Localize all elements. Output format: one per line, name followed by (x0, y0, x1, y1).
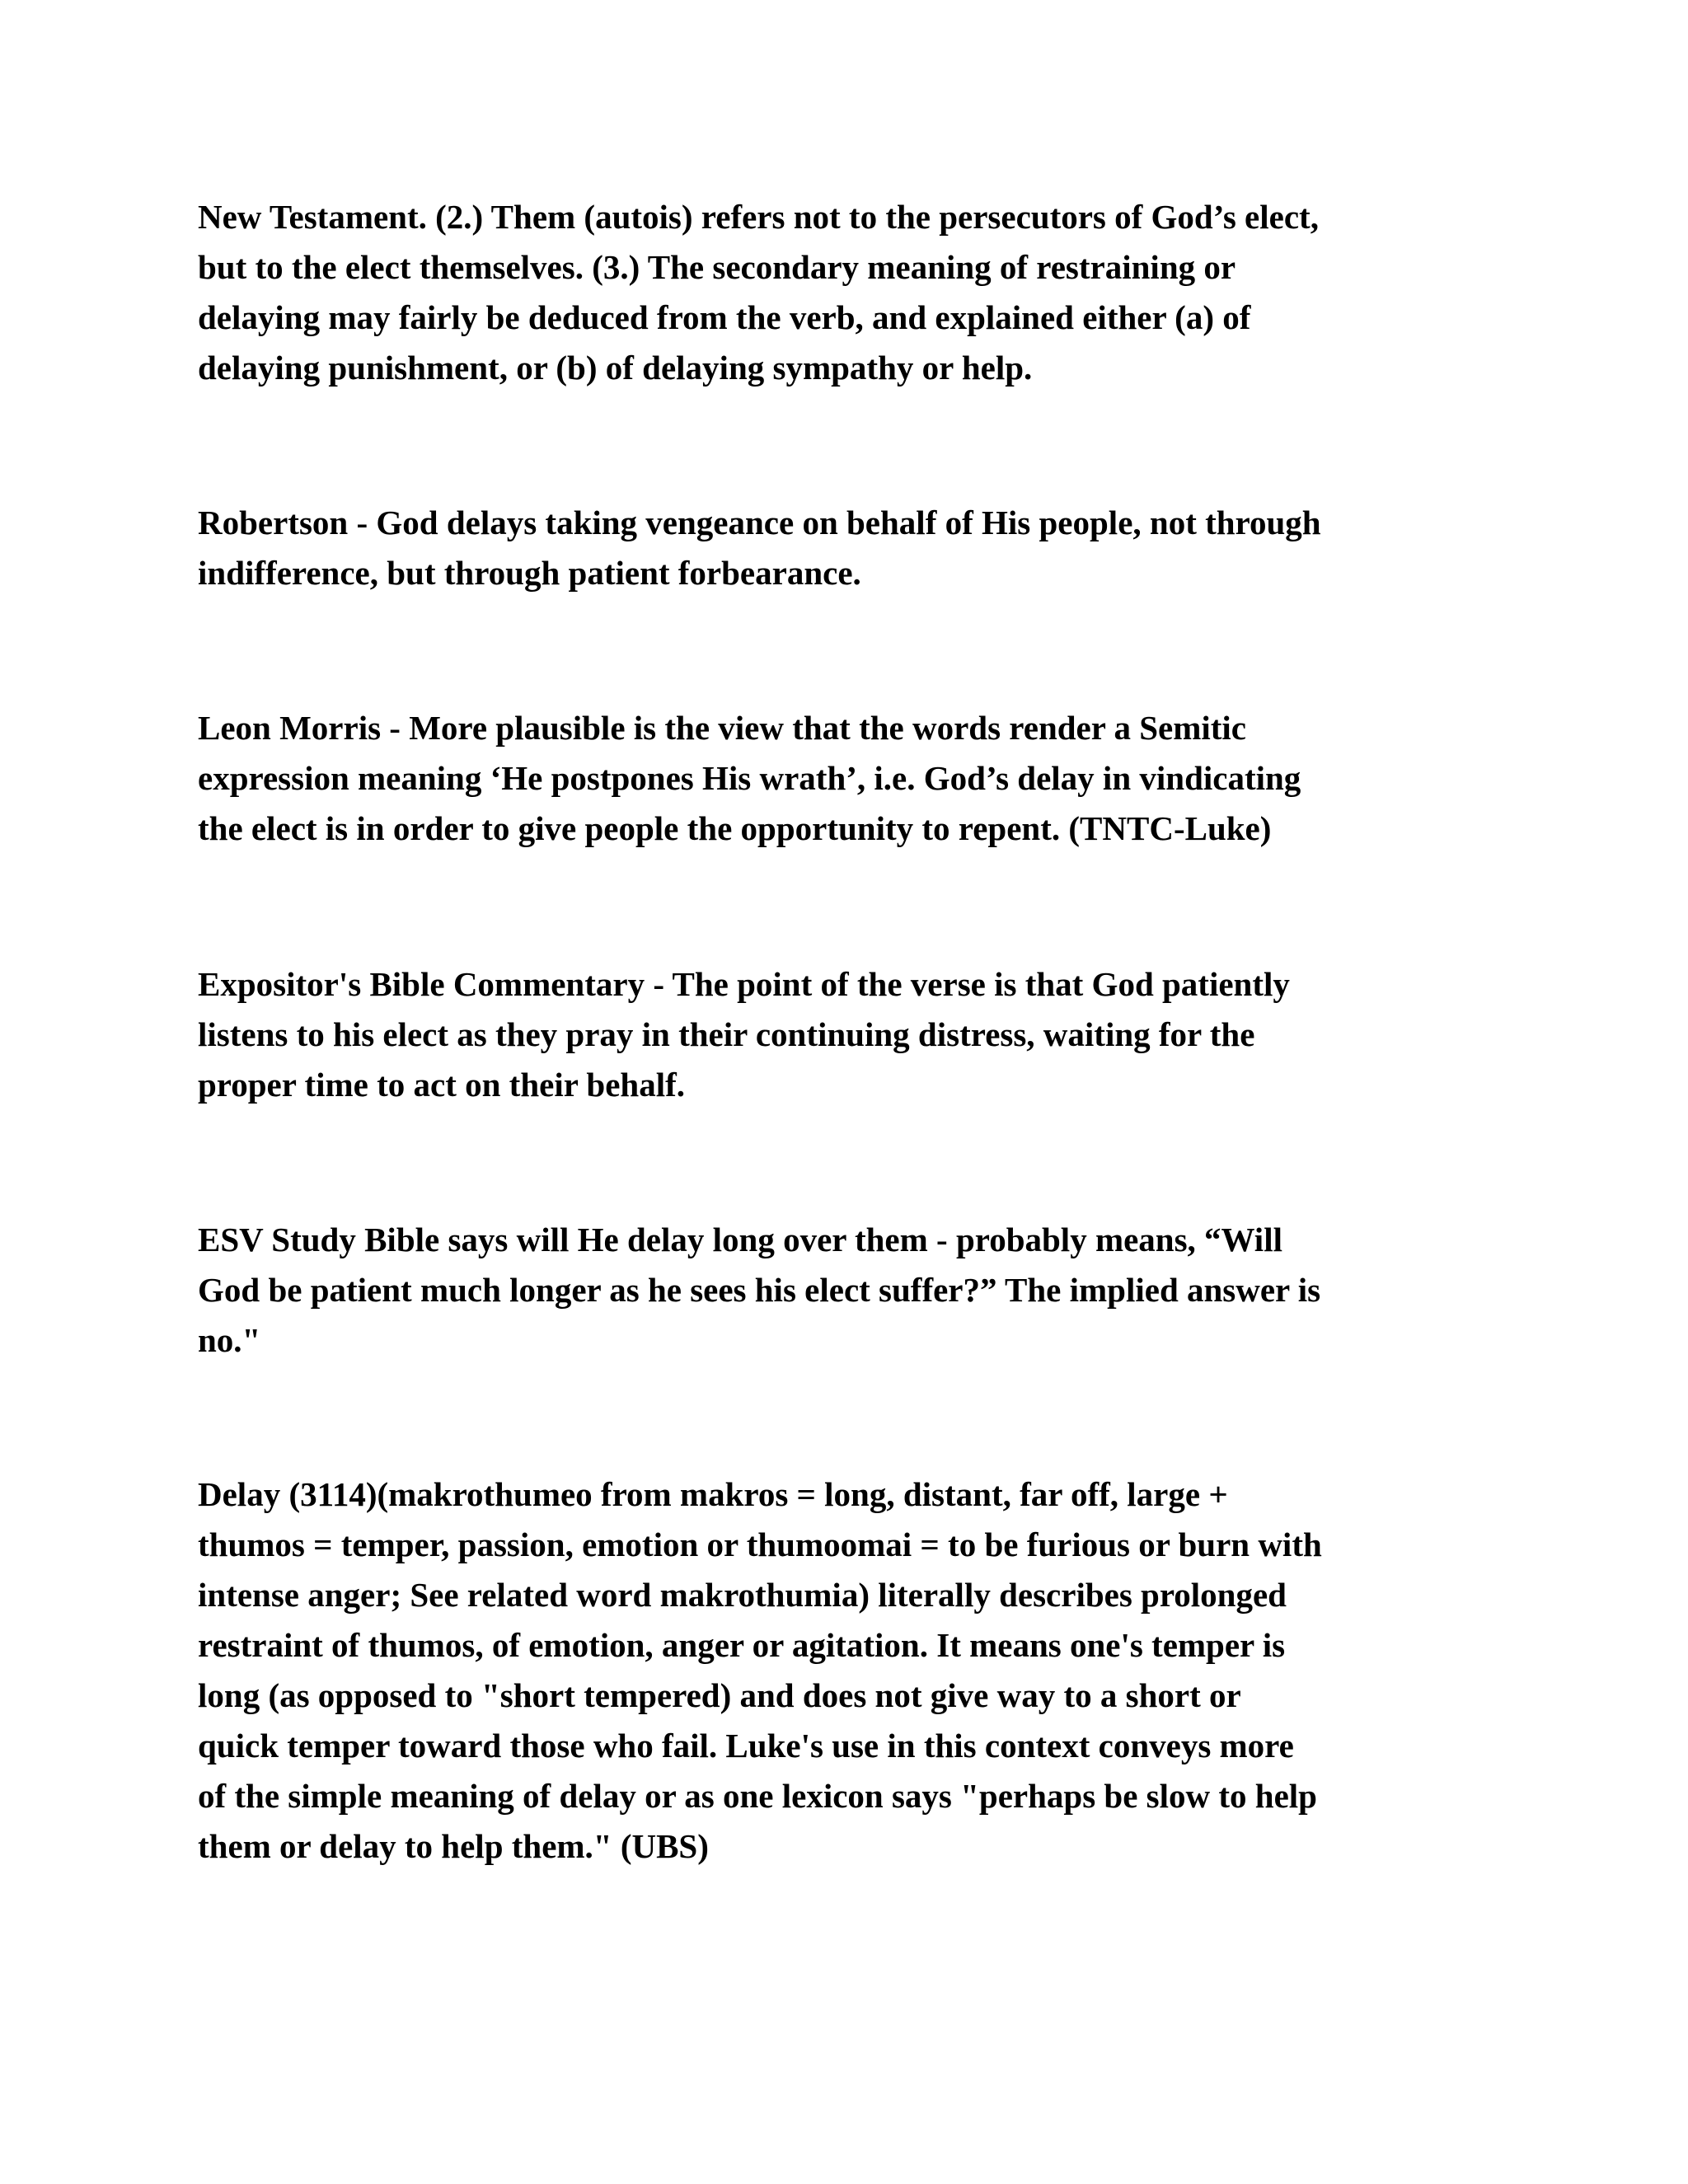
paragraph-leon-morris: Leon Morris - More plausible is the view that the words render a Semitic expression meaning ‘He postpones His wrath’, i.e. God’s delay in vindicating the elect is in order to give people the opportunity to repent. (TNTC-Luke) (198, 709, 1301, 847)
paragraph-delay-definition: Delay (3114)(makrothumeo from makros = long, distant, far off, large + thumos = temper, passion, emotion or thumoomai = to be furious or burn with intense anger; See related word makrothumia) literally describes prolonged restraint of thumos, of emotion, anger or agitation. It means one's temper is long (as opposed to "short tempered) and does not give way to a short or quick temper toward those who fail. Luke's use in this context conveys more of the simple meaning of delay or as one lexicon says "perhaps be slow to help them or delay to help them." (UBS) (198, 1475, 1322, 1865)
paragraph-esv-study-bible: ESV Study Bible says will He delay long over them - probably means, “Will God be patient much longer as he sees his elect suffer?” The implied answer is no." (198, 1221, 1321, 1359)
paragraph-robertson-intro: New Testament. (2.) Them (autois) refers not to the persecutors of God’s elect, but to the elect themselves. (3.) The secondary meaning of restraining or delaying may fairly be deduced from the verb, and explained either (a) of delaying punishment, or (b) of delaying sympathy or help. (198, 198, 1319, 387)
paragraph-expositors-bible-commentary: Expositor's Bible Commentary - The point of the verse is that God patiently listens to his elect as they pray in their continuing distress, waiting for the proper time to act on their behalf. (198, 965, 1290, 1104)
paragraph-robertson: Robertson - God delays taking vengeance on behalf of His people, not through indifference, but through patient forbearance. (198, 504, 1321, 592)
